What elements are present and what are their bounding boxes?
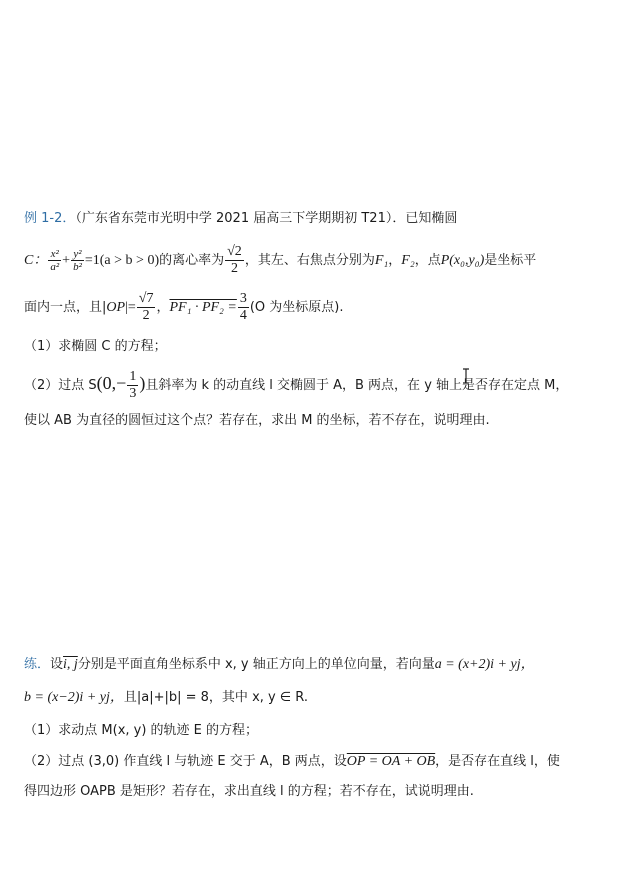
vector-b: b = (x−2)i + yj， — [24, 690, 124, 705]
example-question-2 — [24, 366, 568, 403]
eccentricity-text: 的离心率为 — [159, 253, 225, 268]
example-question-2-cont: 使以 AB 为直径的圆恒过这个点？若存在，求出 M 的坐标，若不存在，说明理由. — [24, 413, 490, 428]
line3-tail: (O 为坐标原点). — [249, 300, 344, 315]
example-header — [24, 209, 457, 229]
example-label: 例 1-2． — [24, 211, 76, 226]
vector-equation: OP = OA + OB — [346, 754, 436, 769]
op-equals: |= — [125, 300, 136, 315]
fraction-x2-a2: $\frac{\text{x²}}{\text{a²}}$ — [50, 248, 60, 273]
focus-f2: F₂ — [401, 253, 415, 268]
example-line-3 — [24, 290, 344, 326]
ellipse-name: C： — [24, 253, 48, 268]
point-s-close: ) — [139, 373, 146, 393]
ellipse-condition: =1(a > b > 0) — [84, 253, 160, 268]
point-p: P(x₀,y₀) — [440, 253, 485, 268]
text-cursor-icon — [461, 368, 471, 384]
practice-question-2-cont: 得四边形 OAPB 是矩形？若存在，求出直线 l 的方程；若不存在，试说明理由. — [24, 784, 474, 799]
unit-vectors: i, j — [63, 657, 78, 672]
example-source: （广东省东莞市光明中学 2021 届高三下学期期初 T21）．已知椭圆 — [75, 211, 458, 226]
example-question-1: （1）求椭圆 C 的方程； — [24, 339, 167, 354]
q2-start: （2）过点 S — [24, 378, 97, 393]
practice-label: 练． — [24, 657, 51, 672]
line2-tail: 是坐标平 — [484, 253, 537, 268]
practice-text-b: 分别是平面直角坐标系中 x, y 轴正方向上的单位向量，若向量 — [77, 657, 435, 672]
op-label: OP — [106, 300, 126, 315]
foci-text: ，其左、右焦点分别为 — [244, 253, 375, 268]
separator: ， — [156, 300, 170, 315]
eccentricity-fraction: $\frac{√2}{2}$ — [227, 244, 242, 276]
practice-question-2 — [24, 752, 560, 772]
practice-text-a: 设 — [50, 657, 64, 672]
practice-line-1 — [24, 655, 535, 675]
practice-question-1: （1）求动点 M(x, y) 的轨迹 E 的方程； — [24, 723, 259, 738]
point-s-fraction: $\frac{1}{3}$ — [129, 369, 137, 401]
practice-line-2 — [24, 688, 308, 708]
point-s: (0,− — [96, 373, 127, 393]
practice-condition: 且|a|+|b| = 8，其中 x, y ∈ R. — [123, 690, 309, 705]
vector-a: a = (x+2)i + yj， — [434, 657, 535, 672]
focus-f1: F₁ — [374, 253, 389, 268]
op-fraction: $\frac{√7}{2}$ — [138, 291, 154, 323]
dot-product: PF₁ · PF₂ = — [169, 300, 237, 315]
point-text: ，点 — [414, 253, 441, 268]
fraction-y2-b2: $\frac{\text{y²}}{\text{b²}}$ — [73, 248, 82, 273]
q2-text: 且斜率为 k 的动直线 l 交椭圆于 A，B 两点，在 y 轴上是否存在定点 M， — [145, 378, 569, 393]
dot-fraction: $\frac{3}{4}$ — [239, 291, 247, 323]
line3-text: 面内一点，且| — [24, 300, 107, 315]
pq2-start: （2）过点 (3,0) 作直线 l 与轨迹 E 交于 A，B 两点，设 — [24, 754, 347, 769]
example-line-2: C： $\frac{\text{x²}}{\text{a²}}$ + $\frac{\text{y²}}{\text{b²}}$ =1(a > b > 0)的离心率为 $\frac{√2}{2}$ ，其左、右焦点分别为F₁，F₂，点P(x₀,y₀)是坐标平 — [24, 244, 537, 276]
pq2-mid: ，是否存在直线 l，使 — [435, 754, 560, 769]
separator: ， — [388, 253, 402, 268]
